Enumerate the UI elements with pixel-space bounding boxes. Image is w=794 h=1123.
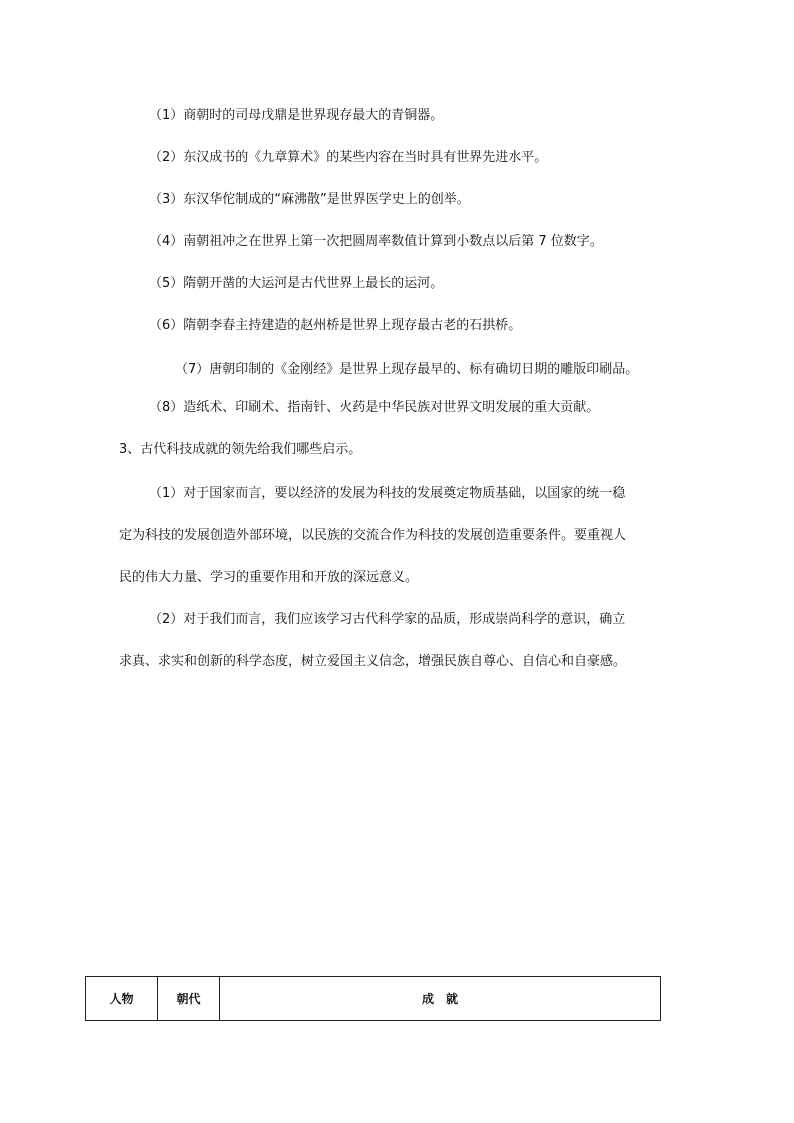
paragraph-10-line-2: 求真、求实和创新的科学态度，树立爱国主义信念，增强民族自尊心、自信心和自豪感。 bbox=[119, 654, 627, 669]
paragraph-8: （8）造纸术、印刷术、指南针、火药是中华民族对世界文明发展的重大贡献。 bbox=[149, 400, 600, 415]
paragraph-6: （6）隋朝李春主持建造的赵州桥是世界上现存最古老的石拱桥。 bbox=[149, 318, 522, 333]
paragraph-3: （3）东汉华佗制成的“麻沸散”是世界医学史上的创举。 bbox=[149, 192, 470, 207]
paragraph-1: （1）商朝时的司母戊鼎是世界现存最大的青铜器。 bbox=[149, 108, 444, 123]
paragraph-9-line-3: 民的伟大力量、学习的重要作用和开放的深远意义。 bbox=[119, 570, 419, 585]
header-person: 人物 bbox=[86, 977, 158, 1021]
header-achievement: 成 就 bbox=[220, 977, 661, 1021]
paragraph-4: （4）南朝祖冲之在世界上第一次把圆周率数值计算到小数点以后第 7 位数字。 bbox=[149, 234, 603, 249]
paragraph-5: （5）隋朝开凿的大运河是古代世界上最长的运河。 bbox=[149, 276, 444, 291]
paragraph-7: （7）唐朝印制的《金刚经》是世界上现存最早的、标有确切日期的雕版印刷品。 bbox=[175, 362, 639, 377]
paragraph-10-line-1: （2）对于我们而言，我们应该学习古代科学家的品质，形成崇尚科学的意识，确立 bbox=[149, 612, 626, 627]
paragraph-2: （2）东汉成书的《九章算术》的某些内容在当时具有世界先进水平。 bbox=[149, 150, 548, 165]
paragraph-9-line-1: （1）对于国家而言，要以经济的发展为科技的发展奠定物质基础，以国家的统一稳 bbox=[149, 486, 626, 501]
table-header-row bbox=[86, 977, 661, 1021]
paragraph-9-line-2: 定为科技的发展创造外部环境，以民族的交流合作为科技的发展创造重要条件。要重视人 bbox=[119, 528, 627, 543]
header-dynasty: 朝代 bbox=[158, 977, 220, 1021]
section-heading: 3、古代科技成就的领先给我们哪些启示。 bbox=[119, 442, 362, 457]
achievements-table bbox=[85, 976, 661, 1021]
